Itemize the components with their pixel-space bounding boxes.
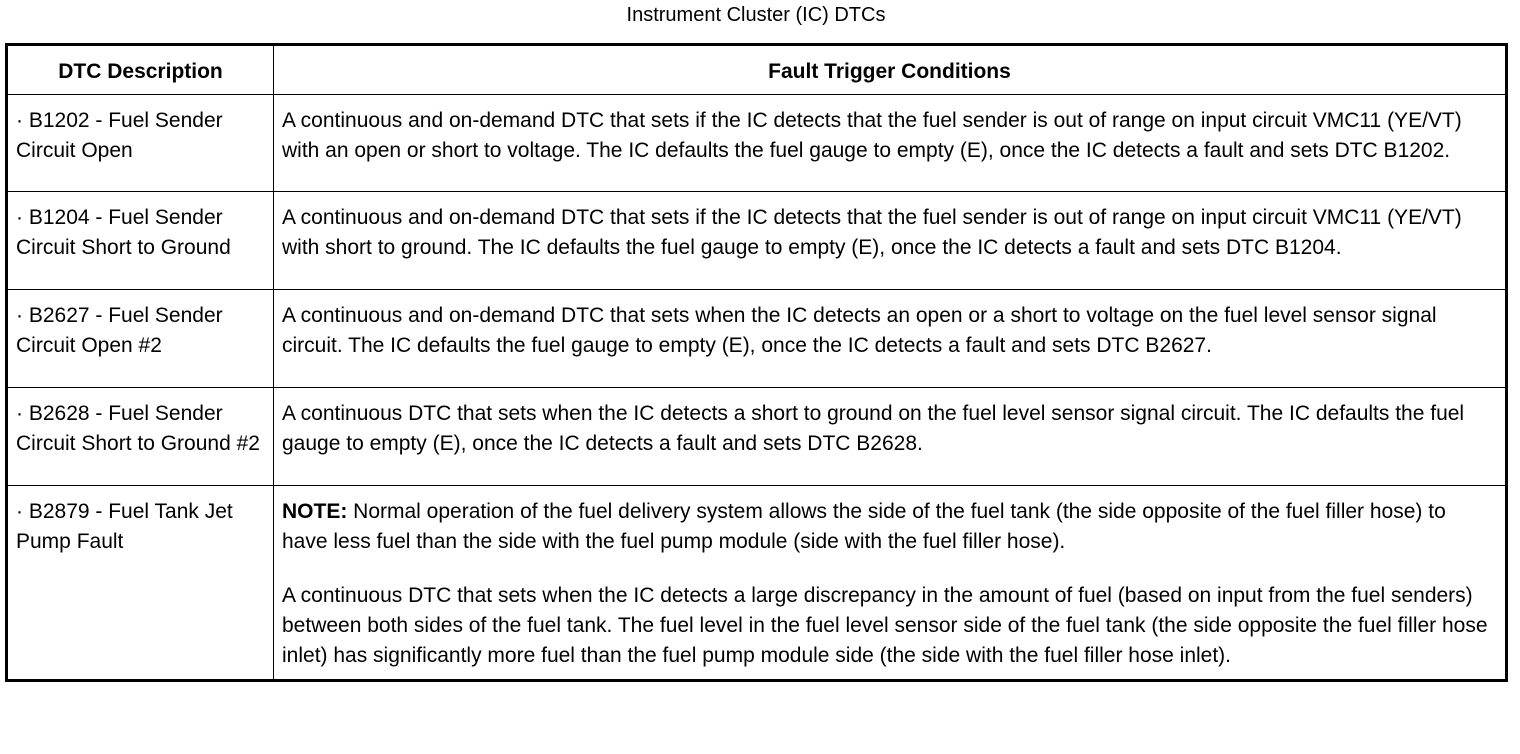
dtc-description-cell: · B2627 - Fuel Sender Circuit Open #2 bbox=[7, 290, 274, 388]
conditions-paragraph: A continuous DTC that sets when the IC detects a large discrepancy in the amount of fuel (based on input from the fuel senders) between both sides of the fuel tank. The fuel level in the fuel level sensor side of the fuel tank (the side opposite the fuel filler hose inlet) has significantly more fuel than the fuel pump module side (the side with the fuel filler hose inlet). bbox=[282, 584, 1488, 667]
note-label: NOTE: bbox=[282, 500, 348, 523]
table-title: Instrument Cluster (IC) DTCs bbox=[626, 4, 886, 26]
header-fault-trigger-conditions: Fault Trigger Conditions bbox=[274, 45, 1507, 95]
dtc-description-cell: · B1202 - Fuel Sender Circuit Open bbox=[7, 95, 274, 192]
table-row bbox=[7, 95, 1507, 192]
table-header-row bbox=[7, 45, 1507, 95]
note-text: Normal operation of the fuel delivery system allows the side of the fuel tank (the side opposite of the fuel filler hose) to have less fuel than the side with the fuel pump module (side with the fuel filler hose). bbox=[282, 500, 1446, 553]
fault-conditions-cell: A continuous DTC that sets when the IC detects a short to ground on the fuel level sensor signal circuit. The IC defaults the fuel gauge to empty (E), once the IC detects a fault and sets DTC B2628. bbox=[274, 388, 1507, 486]
dtc-description-cell: · B2628 - Fuel Sender Circuit Short to Ground #2 bbox=[7, 388, 274, 486]
fault-conditions-cell bbox=[274, 486, 1507, 681]
fault-conditions-cell: A continuous and on-demand DTC that sets when the IC detects an open or a short to voltage on the fuel level sensor signal circuit. The IC defaults the fuel gauge to empty (E), once the IC detects a fault and sets DTC B2627. bbox=[274, 290, 1507, 388]
table-row bbox=[7, 290, 1507, 388]
table-row bbox=[7, 192, 1507, 290]
table-row bbox=[7, 486, 1507, 681]
fault-conditions-cell: A continuous and on-demand DTC that sets if the IC detects that the fuel sender is out of range on input circuit VMC11 (YE/VT) with short to ground. The IC defaults the fuel gauge to empty (E), once the IC detects a fault and sets DTC B1204. bbox=[274, 192, 1507, 290]
header-dtc-description: DTC Description bbox=[7, 45, 274, 95]
dtc-description-cell: · B1204 - Fuel Sender Circuit Short to Ground bbox=[7, 192, 274, 290]
dtc-table bbox=[5, 43, 1508, 682]
note-paragraph bbox=[282, 497, 1497, 557]
dtc-description-cell: · B2879 - Fuel Tank Jet Pump Fault bbox=[7, 486, 274, 681]
table-row bbox=[7, 388, 1507, 486]
fault-conditions-cell: A continuous and on-demand DTC that sets if the IC detects that the fuel sender is out of range on input circuit VMC11 (YE/VT) with an open or short to voltage. The IC defaults the fuel gauge to empty (E), once the IC detects a fault and sets DTC B1202. bbox=[274, 95, 1507, 192]
